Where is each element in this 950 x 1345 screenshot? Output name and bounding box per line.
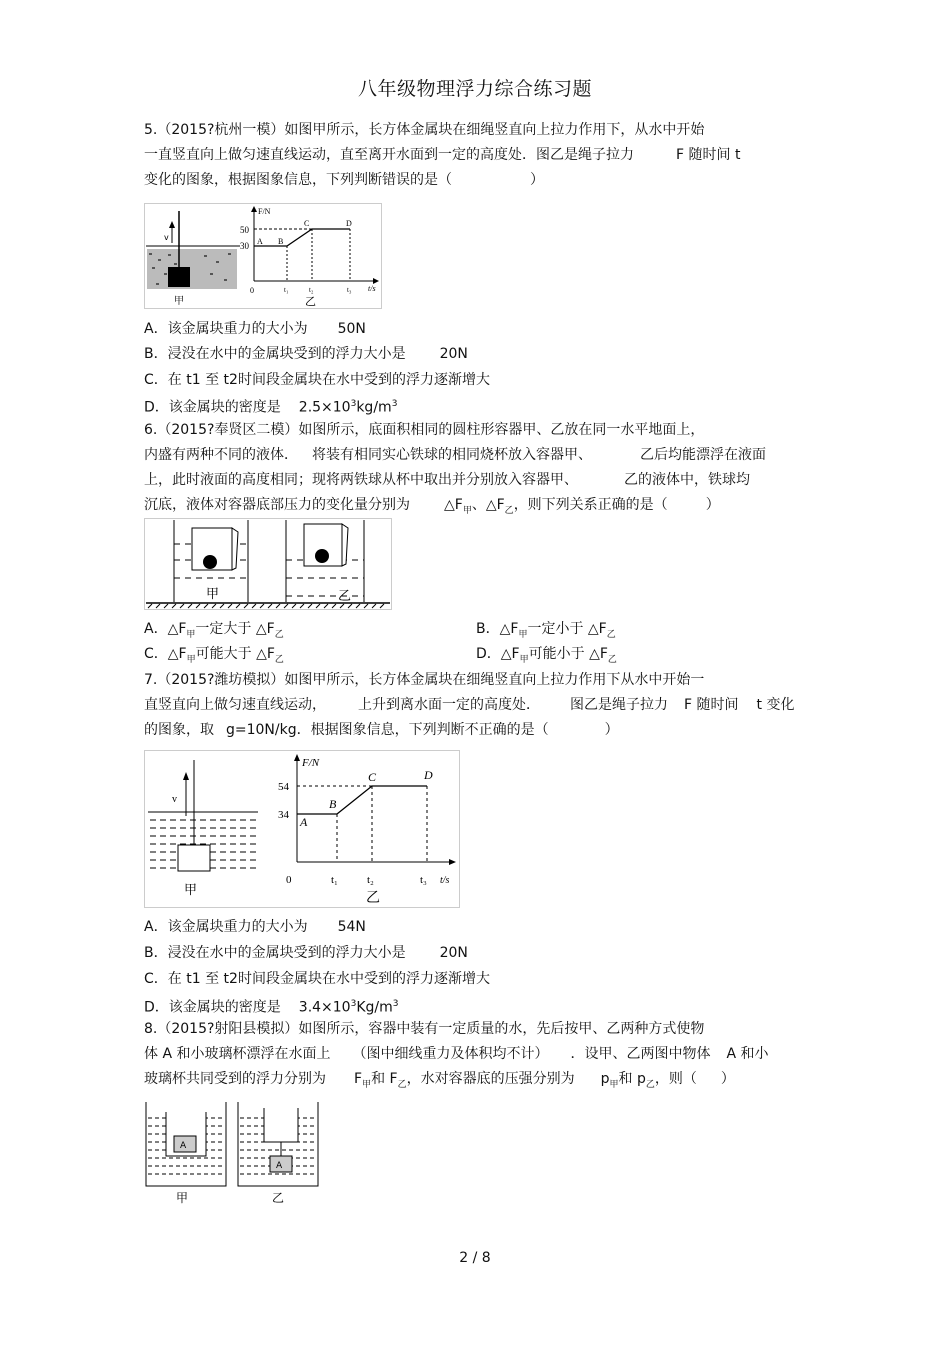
q6-line-2: 内盛有两种不同的液体． 将装有相同实心铁球的相同烧杯放入容器甲、 乙后均能漂浮在液面 [144,447,766,463]
q5-option-d: D．该金属块的密度是 $2.5\times 10^3kg/m^3$ [144,399,398,416]
q5-line-1: 5.（2015?杭州一模）如图甲所示，长方体金属块在细绳竖直向上拉力作用下，从水中开始 [144,122,705,138]
q5-fig-yi [240,206,379,308]
q6-option-d: D．$\triangle F_甲$可能小于 $\triangle F_乙$ [476,646,617,665]
q5-yi-label: 乙 [305,296,316,308]
q7-option-b: B．浸没在水中的金属块受到的浮力大小是 20N [144,945,468,961]
question-7 [144,668,814,743]
q7-jia-label: 甲 [184,883,198,898]
q6-line-1: 6.（2015?奉贤区二模）如图所示，底面积相同的圆柱形容器甲、乙放在同一水平地面上， [144,422,705,438]
page-number: 2 / 8 [459,1250,491,1266]
q6-option-c: C．$\triangle F_甲$可能大于 $\triangle F_乙$ [144,646,284,665]
q8-container-yi [238,1102,318,1205]
q5-ts-label: t/s [368,284,376,293]
q7-v-label: v [172,794,177,805]
q6-figure [144,518,392,610]
q6-option-b: B．$\triangle F_甲$一定小于 $\triangle F_乙$ [476,621,616,640]
q5-line-3: 变化的图象，根据图象信息，下列判断错误的是（ ） [144,172,544,188]
q5-origin: 0 [250,286,254,295]
q7-fn-label: F/N [302,757,320,769]
q5-fig-jia [146,211,240,307]
q7-pt-a: A [300,815,308,829]
q5-jia-label: 甲 [174,296,184,307]
q7-line-3: 的图象，取 g=10N/kg．根据图象信息，下列判断不正确的是（ ） [144,722,619,738]
q7-t3: t₃ [420,874,427,886]
question-8 [144,1017,814,1092]
q6-container-jia [174,520,248,602]
q7-option-a: A．该金属块重力的大小为 54N [144,919,366,935]
q8-a-yi: A [276,1161,283,1171]
q8-container-jia [146,1102,226,1205]
q5-line-2: 一直竖直向上做匀速直线运动，直至离开水面到一定的高度处．图乙是绳子拉力 F 随时间 t [144,147,741,163]
q7-pt-b: B [329,797,337,811]
q5-pt-d: D [346,219,352,228]
q6-line-3: 上，此时液面的高度相同；现将两铁球从杯中取出并分别放入容器甲、 乙的液体中，铁球均 [144,472,750,488]
q5-option-b: B．浸没在水中的金属块受到的浮力大小是 20N [144,346,468,362]
q5-pt-a: A [257,237,263,246]
q5-t2: t₂ [309,286,314,294]
q7-fig-yi [278,754,456,906]
q8-yi-label: 乙 [272,1191,285,1205]
q5-t3: t₃ [347,286,352,294]
page-title: 八年级物理浮力综合练习题 [357,78,592,100]
q7-ts-label: t/s [440,875,450,886]
q5-option-c: C．在 t1 至 t2时间段金属块在水中受到的浮力逐渐增大 [144,372,490,388]
q8-line-1: 8.（2015?射阳县模拟）如图所示，容器中装有一定质量的水，先后按甲、乙两种方式使物 [144,1021,705,1037]
q6-jia-label: 甲 [206,587,220,602]
q8-line-3: 玻璃杯共同受到的浮力分别为 $F_甲$和 $F_乙$，水对容器底的压强分别为 $p_甲$和 $p_乙$，则（ ） [144,1071,735,1090]
q5-t1: t₁ [284,286,289,294]
q7-yi-label: 乙 [366,890,380,906]
question-6 [144,418,814,518]
q8-figure [144,1098,320,1206]
q7-line-2: 直竖直向上做匀速直线运动， 上升到离水面一定的高度处． 图乙是绳子拉力 F 随时间 t 变化 [144,697,795,713]
q7-pt-d: D [424,768,433,782]
q7-t2: t₂ [367,874,374,886]
q5-y50: 50 [240,225,249,235]
q7-y34: 34 [278,809,289,821]
question-5 [144,118,814,193]
q6-yi-label: 乙 [338,589,352,604]
q5-y30: 30 [240,241,249,251]
q6-line-4: 沉底，液体对容器底部压力的变化量分别为 $\triangle F_甲$、$\triangle F_乙$，则下列关系正确的是（ ） [144,497,720,516]
q6-container-yi [286,520,364,604]
q5-v-label: v [164,233,169,242]
q5-pt-b: B [278,237,284,246]
q7-y54: 54 [278,781,289,793]
q5-option-a: A．该金属块重力的大小为 50N [144,321,366,337]
q7-t1: t₁ [331,874,338,886]
q5-pt-c: C [304,219,310,228]
q7-fig-jia [148,760,258,898]
q8-a-jia: A [180,1141,187,1151]
q5-figure [144,203,382,309]
q6-option-a: A．$\triangle F_甲$一定大于 $\triangle F_乙$ [144,621,284,640]
q7-pt-c: C [368,770,377,784]
q7-option-d: D．该金属块的密度是 $3.4\times 10^3Kg/m^3$ [144,999,399,1016]
q7-origin: 0 [286,874,292,886]
q5-fn-label: F/N [258,207,271,216]
q7-option-c: C．在 t1 至 t2时间段金属块在水中受到的浮力逐渐增大 [144,971,490,987]
q7-figure [144,750,460,908]
q7-line-1: 7.（2015?潍坊模拟）如图甲所示，长方体金属块在细绳竖直向上拉力作用下从水中开始一 [144,672,705,688]
q8-line-2: 体 A 和小玻璃杯漂浮在水面上 （图中细线重力及体积均不计） ．设甲、乙两图中物体 A 和小 [144,1046,769,1062]
q8-jia-label: 甲 [176,1191,189,1205]
